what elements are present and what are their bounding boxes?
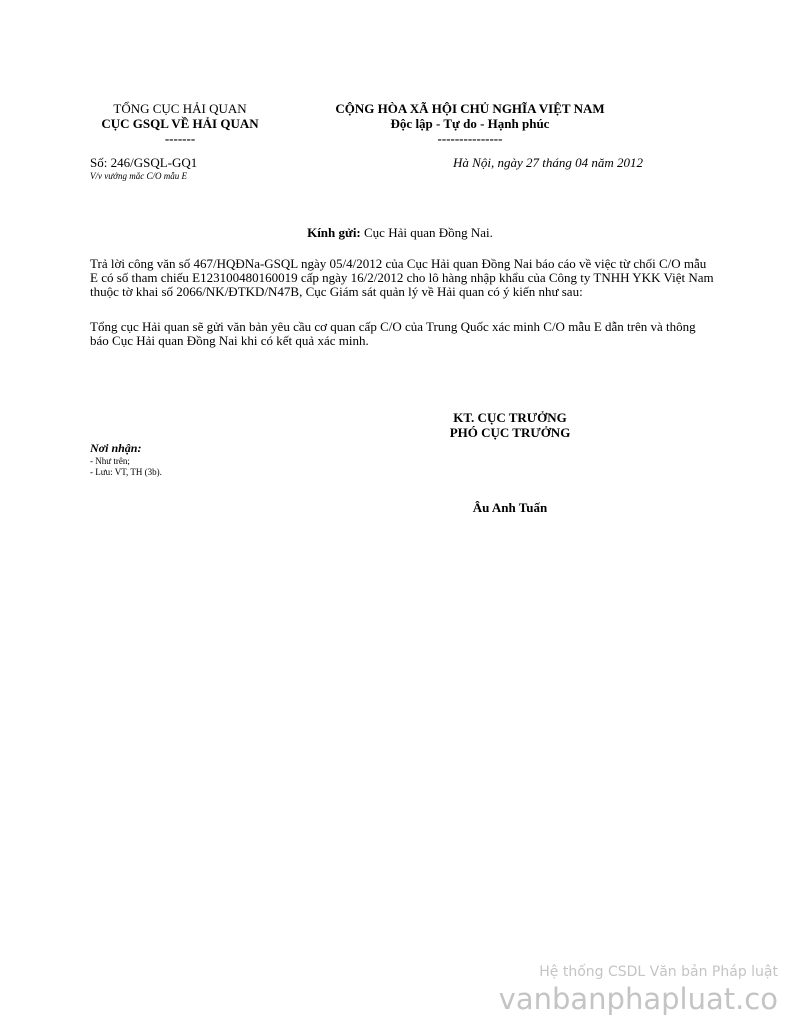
addressee-line	[0, 225, 800, 241]
document-subject: V/v vướng mắc C/O mẫu E	[90, 171, 187, 181]
agency-name: CỤC GSQL VỀ HẢI QUAN	[101, 116, 259, 131]
national-motto-header	[320, 101, 620, 146]
agency-divider: -------	[164, 131, 196, 146]
body-paragraph-1: Trả lời công văn số 467/HQĐNa-GSQL ngày 05/4/2012 của Cục Hải quan Đồng Nai báo cáo về việc từ chối C/O mẫu E có số tham chiếu E123100480160019 cấp ngày 16/2/2012 cho lô hàng nhập khẩu của Công ty TNHH YKK Việt Nam thuộc tờ khai số 2066/NK/ĐTKD/N47B, Cục Giám sát quản lý về Hải quan có ý kiến như sau:	[90, 256, 714, 299]
document-date: Hà Nội, ngày 27 tháng 04 năm 2012	[453, 155, 643, 170]
issuing-agency-header	[90, 101, 270, 146]
recipient-item: - Lưu: VT, TH (3b).	[90, 467, 162, 477]
addressee-name: Cục Hải quan Đồng Nai.	[360, 225, 493, 240]
signature-title-line1: KT. CỤC TRƯỞNG	[453, 410, 567, 425]
motto: Độc lập - Tự do - Hạnh phúc	[390, 116, 550, 131]
addressee-label: Kính gửi:	[307, 225, 361, 240]
signature-title-block	[400, 410, 620, 440]
body-paragraph-2: Tổng cục Hải quan sẽ gửi văn bản yêu cầu cơ quan cấp C/O của Trung Quốc xác minh C/O mẫu E dẫn trên và thông báo Cục Hải quan Đồng Nai khi có kết quả xác minh.	[90, 319, 696, 348]
watermark-line1: Hệ thống CSDL Văn bản Pháp luật	[539, 964, 778, 980]
signature-title-line2: PHÓ CỤC TRƯỞNG	[449, 425, 571, 440]
watermark-site: vanbanphapluat.co	[498, 982, 778, 1016]
country-name: CỘNG HÒA XÃ HỘI CHỦ NGHĨA VIỆT NAM	[335, 101, 605, 116]
signer-name: Âu Anh Tuấn	[472, 500, 548, 515]
recipient-item: - Như trên;	[90, 456, 130, 466]
document-number: Số: 246/GSQL-GQ1	[90, 155, 198, 170]
parent-agency-name: TỔNG CỤC HẢI QUAN	[113, 101, 247, 116]
watermark	[499, 962, 778, 1016]
motto-divider: ---------------	[437, 131, 503, 146]
recipients-block	[90, 441, 162, 478]
recipients-title: Nơi nhận:	[90, 441, 142, 455]
